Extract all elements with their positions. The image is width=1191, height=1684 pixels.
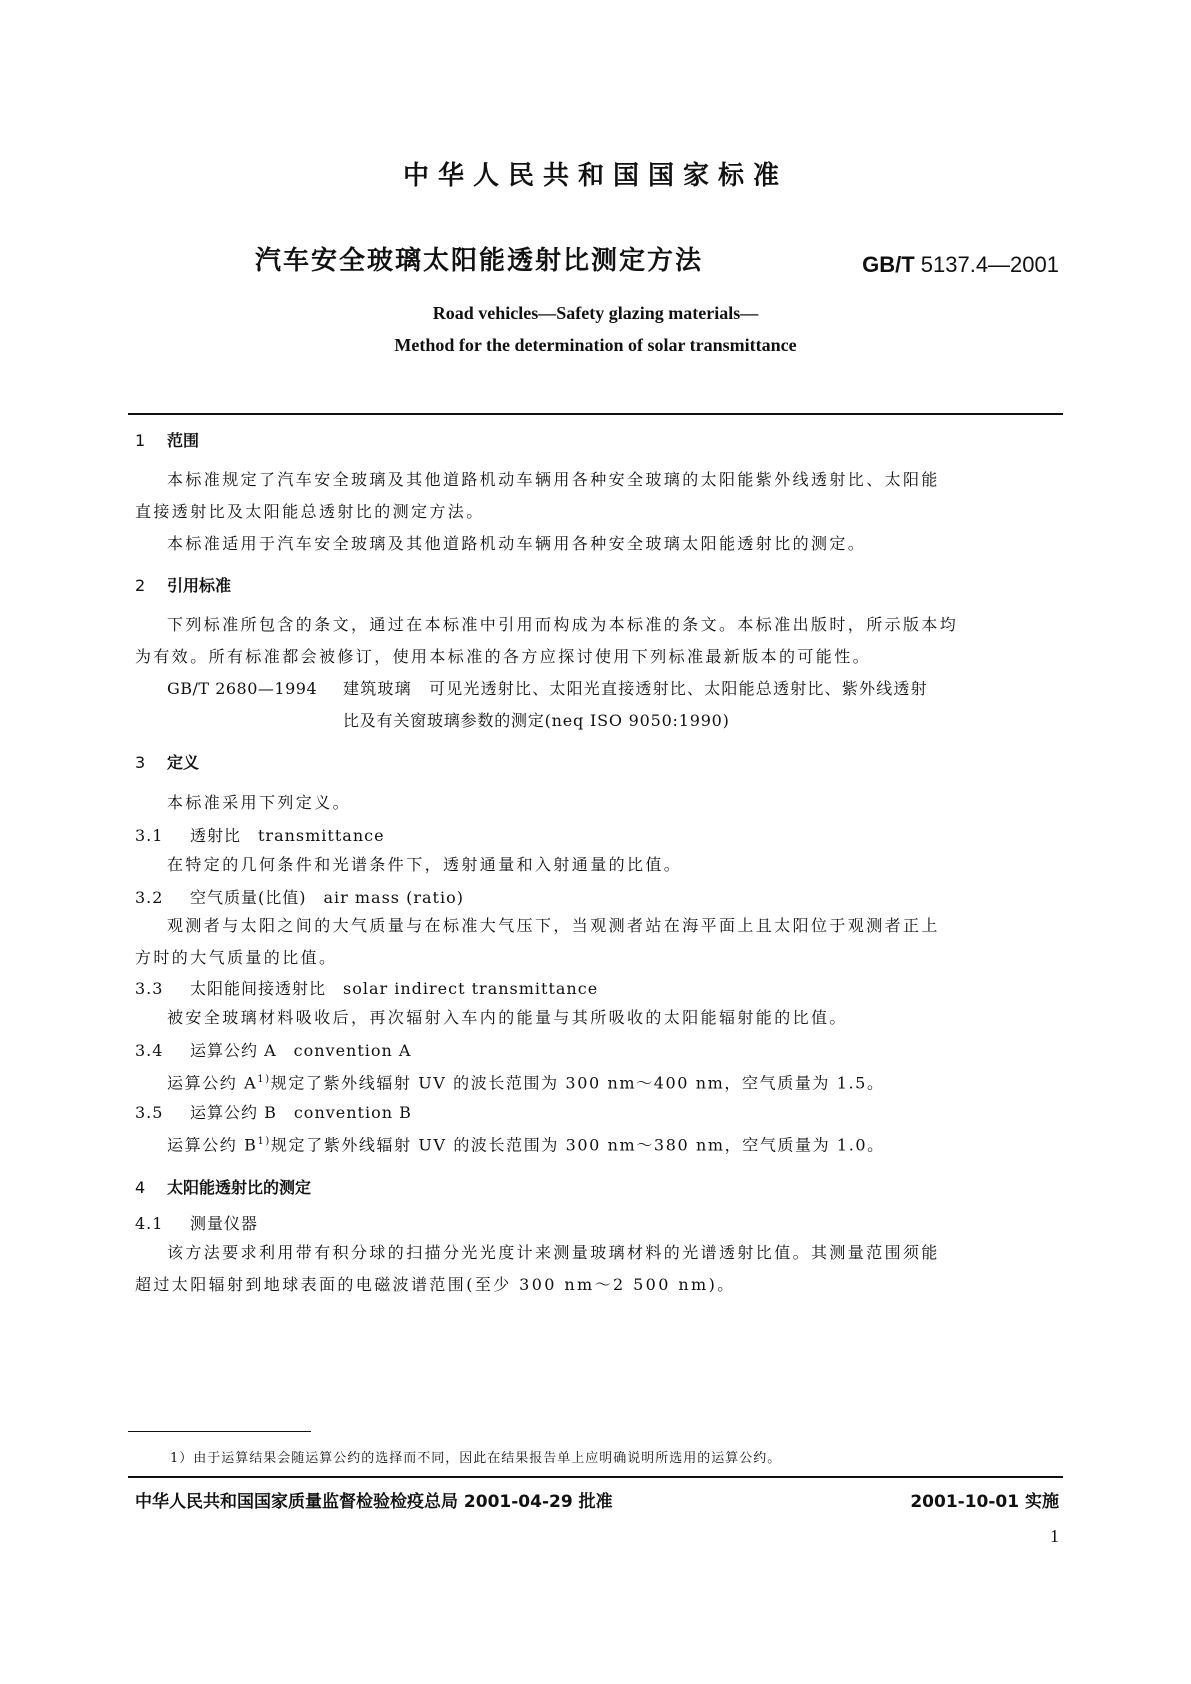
reference-title-line-2: 比及有关窗玻璃参数的测定(neq ISO 9050:1990) — [343, 711, 730, 730]
section-1-heading — [135, 428, 199, 451]
section-3-heading — [135, 750, 199, 773]
section-3-title: 定义 — [167, 753, 200, 772]
section-2-title: 引用标准 — [167, 576, 232, 595]
standard-number-value: 5137.4—2001 — [920, 252, 1059, 277]
definition-3-4-text — [167, 1064, 885, 1099]
document-title-zh: 汽车安全玻璃太阳能透射比测定方法 — [255, 246, 704, 276]
definition-3-3-text: 被安全玻璃材料吸收后，再次辐射入车内的能量与其所吸收的太阳能辐射能的比值。 — [167, 1008, 848, 1027]
section-4-title: 太阳能透射比的测定 — [167, 1178, 312, 1197]
document-title-en-line2: Method for the determination of solar transmittance — [394, 335, 797, 355]
section-2-heading — [135, 573, 231, 596]
definition-3-5-text — [167, 1126, 885, 1161]
definition-3-2-term: 空气质量(比值) air mass (ratio) — [190, 888, 464, 907]
definition-3-5-text-pre: 运算公约 B — [167, 1135, 258, 1155]
definition-3-1 — [135, 823, 385, 846]
section-1-para-2: 本标准适用于汽车安全玻璃及其他道路机动车辆用各种安全玻璃太阳能透射比的测定。 — [167, 534, 867, 553]
definition-3-2 — [135, 885, 464, 908]
document-header-org: 中华人民共和国国家标准 — [402, 161, 788, 191]
definition-3-4-text-pre: 运算公约 A — [167, 1073, 258, 1093]
section-1-para-1-line-1: 本标准规定了汽车安全玻璃及其他道路机动车辆用各种安全玻璃的太阳能紫外线透射比、太阳能 — [167, 470, 940, 489]
section-2-para-line-1: 下列标准所包含的条文，通过在本标准中引用而构成为本标准的条文。本标准出版时，所示版本均 — [167, 615, 959, 634]
section-1-number: 1 — [135, 431, 146, 450]
page-number: 1 — [1050, 1526, 1059, 1546]
section-2-number: 2 — [135, 576, 146, 595]
footnote-ref-1: 1) — [257, 1074, 271, 1085]
footnote-1: 1）由于运算结果会随运算公约的选择而不同，因此在结果报告单上应明确说明所选用的运算公约。 — [170, 1451, 782, 1466]
definition-3-4-text-post: 规定了紫外线辐射 UV 的波长范围为 300 nm～400 nm，空气质量为 1.5。 — [270, 1073, 885, 1093]
definition-3-3-term: 太阳能间接透射比 solar indirect transmittance — [190, 979, 599, 998]
definition-3-5 — [135, 1100, 412, 1123]
definition-3-4 — [135, 1038, 411, 1061]
footnote-divider — [128, 1431, 311, 1432]
definition-3-4-number: 3.4 — [135, 1041, 164, 1060]
definition-3-5-text-post: 规定了紫外线辐射 UV 的波长范围为 300 nm～380 nm，空气质量为 1.0。 — [270, 1135, 885, 1155]
section-3-number: 3 — [135, 753, 146, 772]
bottom-divider — [128, 1476, 1063, 1478]
definition-3-2-text-line-2: 方时的大气质量的比值。 — [135, 948, 338, 967]
reference-title-line-1: 建筑玻璃 可见光透射比、太阳光直接透射比、太阳能总透射比、紫外线透射 — [343, 679, 928, 698]
definition-3-5-number: 3.5 — [135, 1103, 164, 1122]
section-4-number: 4 — [135, 1178, 146, 1197]
standard-code: GB/T — [862, 252, 915, 277]
reference-code: GB/T 2680—1994 — [167, 679, 318, 698]
definition-3-2-text-line-1: 观测者与太阳之间的大气质量与在标准大气压下，当观测者站在海平面上且太阳位于观测者正上 — [167, 916, 940, 935]
section-4-1-para-line-2: 超过太阳辐射到地球表面的电磁波谱范围(至少 300 nm～2 500 nm)。 — [135, 1275, 736, 1294]
section-3-intro: 本标准采用下列定义。 — [167, 793, 352, 812]
definition-3-3 — [135, 976, 598, 999]
section-1-title: 范围 — [167, 431, 200, 450]
definition-3-1-number: 3.1 — [135, 826, 164, 845]
subsection-4-1-title: 测量仪器 — [190, 1214, 259, 1233]
definition-3-3-number: 3.3 — [135, 979, 164, 998]
subsection-4-1 — [135, 1211, 258, 1234]
subsection-4-1-number: 4.1 — [135, 1214, 164, 1233]
standard-number — [862, 252, 1059, 278]
top-divider — [128, 413, 1063, 415]
effective-date: 2001-10-01 实施 — [910, 1492, 1059, 1512]
footnote-ref-1b: 1) — [257, 1136, 271, 1147]
definition-3-2-number: 3.2 — [135, 888, 164, 907]
section-4-heading — [135, 1175, 311, 1198]
definition-3-5-term: 运算公约 B convention B — [190, 1103, 412, 1122]
definition-3-1-text: 在特定的几何条件和光谱条件下，透射通量和入射通量的比值。 — [167, 855, 683, 874]
definition-3-4-term: 运算公约 A convention A — [190, 1041, 412, 1060]
approval-statement: 中华人民共和国国家质量监督检验检疫总局 2001-04-29 批准 — [135, 1492, 613, 1512]
section-2-para-line-2: 为有效。所有标准都会被修订，使用本标准的各方应探讨使用下列标准最新版本的可能性。 — [135, 647, 872, 666]
definition-3-1-term: 透射比 transmittance — [190, 826, 385, 845]
document-title-en-line1: Road vehicles—Safety glazing materials— — [432, 303, 759, 323]
section-1-para-1-line-2: 直接透射比及太阳能总透射比的测定方法。 — [135, 502, 485, 521]
section-4-1-para-line-1: 该方法要求利用带有积分球的扫描分光光度计来测量玻璃材料的光谱透射比值。其测量范围须能 — [167, 1243, 940, 1262]
